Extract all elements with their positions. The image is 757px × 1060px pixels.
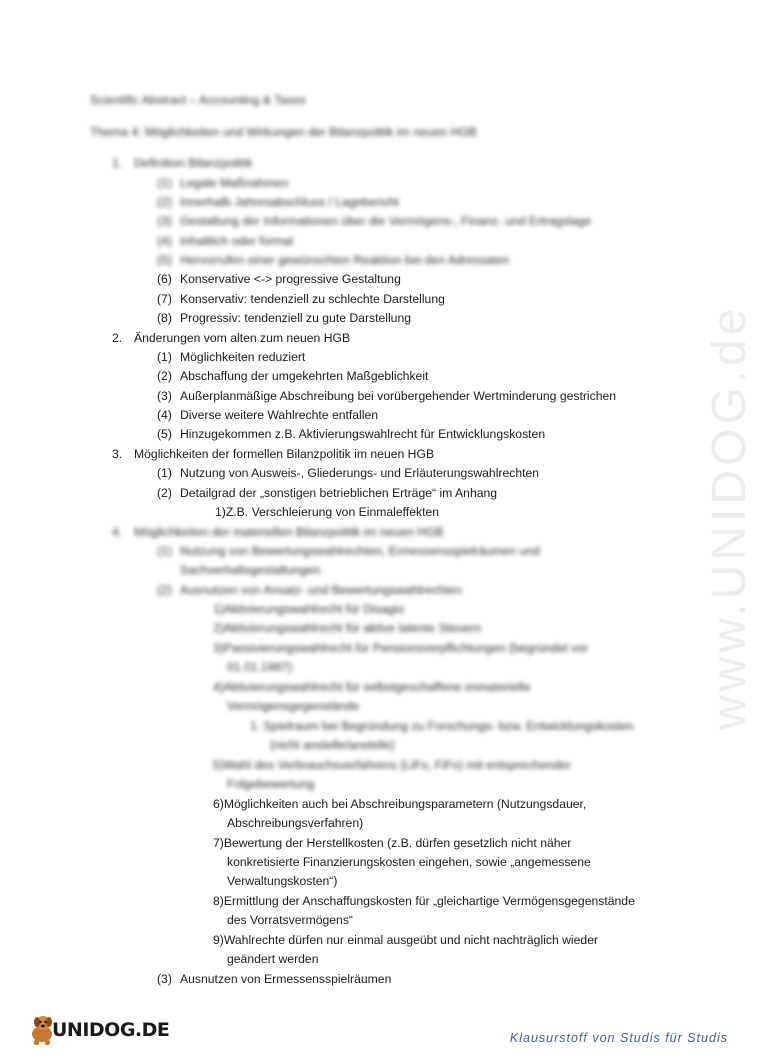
sub-item: 2)Aktivierungswahlrecht für aktive latente Steuern (213, 621, 482, 635)
item-number: (2) (157, 195, 172, 209)
section-number: 2. (112, 331, 123, 345)
list-item: Konservativ: tendenziell zu schlechte Darstellung (180, 292, 445, 306)
item-number: (1) (157, 466, 172, 480)
item-number: (6) (157, 272, 172, 286)
sub-item: 1)Z.B. Verschleierung von Einmaleffekten (215, 505, 440, 519)
list-item: Ausnutzen von Ermessensspielräumen (180, 972, 392, 986)
sub-item: 1)Aktivierungswahlrecht für Disagio (213, 602, 405, 616)
list-item: Progressiv: tendenziell zu gute Darstellung (180, 311, 412, 325)
sub-item-continuation: 01.01.1987) (227, 660, 293, 674)
sub-sub-item-continuation: (nicht anstelle/anstelle) (270, 738, 395, 752)
sub-item: 4)Aktivierungswahlrecht für selbstgeschaffene immaterielle (213, 680, 531, 694)
sub-item-continuation: konkretisierte Finanzierungskosten eingehen, sowie „angemessene (227, 855, 591, 869)
footer-tagline: Klausurstoff von Studis für Studis (509, 1031, 728, 1045)
sub-item: 3)Passivierungswahlrecht für Pensionsverpflichtungen (begründet vor (213, 641, 589, 655)
sub-item: 5)Wahl des Verbrauchsverfahrens (LiFo, FiFo) mit entsprechender (213, 758, 571, 772)
item-number: (1) (157, 544, 172, 558)
section-number: 1. (112, 156, 123, 170)
list-item: Inhaltlich oder formal (180, 234, 294, 248)
item-number: (5) (157, 427, 172, 441)
list-item: Möglichkeiten reduziert (180, 350, 306, 364)
list-item-continuation: Sachverhaltsgestaltungen (180, 563, 321, 577)
item-number: (5) (157, 253, 172, 267)
section-title: Möglichkeiten der materiellen Bilanzpolitik im neuen HGB (134, 525, 444, 539)
section-number: 4. (112, 525, 123, 539)
item-number: (4) (157, 408, 172, 422)
sub-item: 7)Bewertung der Herstellkosten (z.B. dürfen gesetzlich nicht näher (213, 836, 572, 850)
sub-item-continuation: des Vorratsvermögens“ (227, 913, 353, 927)
section-title: Möglichkeiten der formellen Bilanzpolitik im neuen HGB (134, 447, 435, 461)
document-subtitle: Thema 4: Möglichkeiten und Wirkungen der Bilanzpolitik im neuen HGB (90, 125, 477, 139)
item-number: (2) (157, 369, 172, 383)
sub-sub-item: 1. Spielraum bei Begründung zu Forschungs- bzw. Entwicklungskosten (250, 719, 634, 733)
sub-item-continuation: Verwaltungskosten“) (227, 874, 338, 888)
section-title: Definition Bilanzpolitik (134, 156, 253, 170)
list-item: Nutzung von Ausweis-, Gliederungs- und Erläuterungswahlrechten (180, 466, 540, 480)
sub-item: 6)Möglichkeiten auch bei Abschreibungsparametern (Nutzungsdauer, (213, 797, 587, 811)
section-title: Änderungen vom alten zum neuen HGB (134, 331, 351, 345)
sub-item: 8)Ermittlung der Anschaffungskosten für „gleichartige Vermögensgegenstände (213, 894, 635, 908)
list-item: Legale Maßnahmen (180, 176, 289, 190)
list-item: Hinzugekommen z.B. Aktivierungswahlrecht für Entwicklungskosten (180, 427, 546, 441)
list-item: Abschaffung der umgekehrten Maßgeblichkeit (180, 369, 429, 383)
list-item: Ausnutzen von Ansatz- und Bewertungswahlrechten (180, 583, 462, 597)
item-number: (2) (157, 486, 172, 500)
list-item: Nutzung von Bewertungswahlrechten, Ermessensspielräumen und (180, 544, 540, 558)
item-number: (3) (157, 214, 172, 228)
list-item: Konservative <-> progressive Gestaltung (180, 272, 401, 286)
list-item: Diverse weitere Wahlrechte entfallen (180, 408, 379, 422)
item-number: (3) (157, 389, 172, 403)
item-number: (8) (157, 311, 172, 325)
item-number: (1) (157, 176, 172, 190)
sub-item-continuation: geändert werden (227, 952, 319, 966)
watermark: www.UNIDOG.de (703, 304, 756, 730)
list-item: Gestaltung der Informationen über die Vermögens-, Finanz- und Ertragslage (180, 214, 592, 228)
document-title: Scientific Abstract – Accounting & Taxes (90, 93, 306, 107)
sub-item-continuation: Abschreibungsverfahren) (227, 816, 364, 830)
list-item: Hervorrufen einer gewünschten Reaktion bei den Adressaten (180, 253, 510, 267)
dog-icon (32, 1016, 52, 1045)
sub-item: 9)Wahlrechte dürfen nur einmal ausgeübt und nicht nachträglich wieder (213, 933, 599, 947)
sub-item-continuation: Vermögensgegenstände (227, 699, 360, 713)
footer-logo-text: UNIDOG.DE (52, 1019, 170, 1041)
item-number: (3) (157, 972, 172, 986)
item-number: (1) (157, 350, 172, 364)
list-item: Detailgrad der „sonstigen betrieblichen Erträge“ im Anhang (180, 486, 498, 500)
item-number: (4) (157, 234, 172, 248)
item-number: (2) (157, 583, 172, 597)
item-number: (7) (157, 292, 172, 306)
sub-item-continuation: Folgebewertung (227, 777, 315, 791)
list-item: Außerplanmäßige Abschreibung bei vorübergehender Wertminderung gestrichen (180, 389, 617, 403)
section-number: 3. (112, 447, 123, 461)
list-item: Innerhalb Jahresabschluss / Lagebericht (180, 195, 399, 209)
